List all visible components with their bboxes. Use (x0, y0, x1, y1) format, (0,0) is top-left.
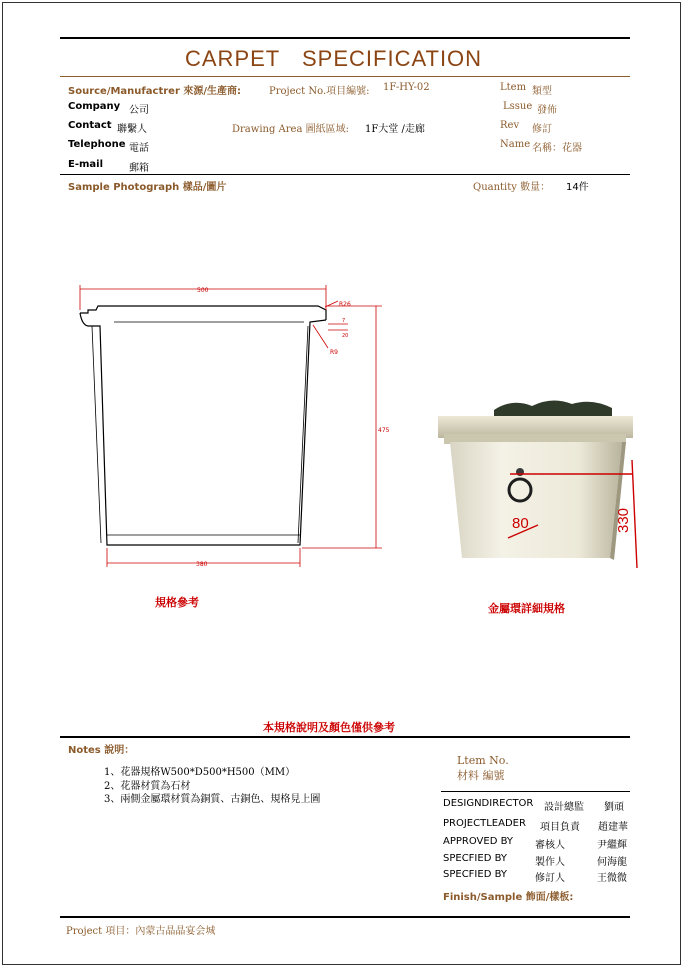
telephone-label: Telephone (68, 139, 126, 150)
sig-cn-1: 設計總監 (544, 802, 584, 813)
dim-small-b: 20 (342, 333, 349, 339)
footer-project: Project 項目：內蒙古晶晶宴会城 (66, 926, 216, 937)
plant-foliage (494, 400, 612, 418)
sig-cn-2: 項目負責 (540, 822, 580, 833)
item-label: Ltem (500, 82, 527, 93)
signature-rule (441, 791, 630, 792)
height-dim-line (632, 460, 637, 568)
photo-dim-height: 330 (615, 507, 632, 533)
pot-body (450, 442, 622, 558)
email-label: E-mail (68, 159, 104, 170)
sig-role-3: APPROVED BY (443, 836, 514, 847)
contact-label: Contact (68, 120, 112, 131)
email-cn: 郵箱 (129, 163, 149, 174)
disclaimer: 本規格說明及顏色僅供參考 (263, 721, 395, 734)
item-type: 類型 (532, 86, 552, 97)
finish-sample-label: Finish/Sample 飾面/樣板: (443, 892, 574, 903)
dim-r-top: R26 (339, 301, 351, 308)
notes-label: Notes 說明： (68, 745, 135, 756)
dim-r-mid: R9 (330, 349, 338, 356)
title-left: CARPET (185, 46, 281, 71)
body-outline (80, 313, 326, 545)
title-right: SPECIFICATION (302, 46, 483, 71)
sig-cn-3: 審核人 (535, 840, 565, 851)
dim-height: 475 (378, 427, 390, 434)
sig-name-2: 趙建華 (598, 822, 628, 833)
planter-drawing (70, 280, 390, 570)
top-rule (60, 37, 630, 39)
dim-small-a: 7 (342, 318, 346, 324)
sig-cn-4: 製作人 (535, 857, 565, 868)
header-rule (60, 174, 630, 175)
issue-label: Lssue (503, 101, 533, 112)
rim-outline (80, 306, 326, 320)
sig-name-1: 劉頑 (604, 802, 624, 813)
notes-rule (60, 736, 630, 738)
quantity-label: Quantity 數量： (473, 182, 551, 193)
drawing-area-label: Drawing Area 圖紙區域: (232, 124, 349, 135)
photo-caption: 金屬環詳細規格 (488, 602, 565, 615)
sig-cn-5: 修訂人 (535, 873, 565, 884)
sig-name-4: 何海龍 (597, 857, 627, 868)
notes-item: 3、兩側金屬環材質為銅質、古銅色、規格見上圖 (104, 794, 321, 805)
sig-name-5: 王微微 (597, 873, 627, 884)
drawing-area-value: 1F大堂 /走廊 (365, 124, 425, 135)
name-value: 名稱：花器 (532, 143, 582, 154)
company-cn: 公司 (129, 105, 149, 116)
sig-role-1: DESIGNDIRECTOR (443, 798, 534, 809)
photo-dim-ring: 80 (512, 515, 529, 532)
item-no-label: Ltem No. (457, 754, 509, 767)
notes-item: 2、花器材質為石材 (104, 780, 191, 792)
sig-name-3: 尹繼輝 (597, 840, 627, 851)
contact-cn: 聯繫人 (117, 124, 147, 135)
project-no-label: Project No.項目編號: (269, 86, 370, 97)
dim-bottom-width: 380 (196, 561, 208, 568)
quantity-value: 14件 (566, 182, 589, 193)
dim-top-width: 500 (197, 287, 209, 294)
rev-value: 修訂 (532, 124, 552, 135)
sig-role-5: SPECFIED BY (443, 869, 507, 880)
sig-role-2: PROJECTLEADER (443, 818, 526, 829)
company-label: Company (68, 101, 121, 112)
telephone-cn: 電話 (129, 143, 149, 154)
project-no-value: 1F-HY-02 (383, 82, 430, 93)
name-label: Name (500, 139, 531, 150)
notes-item: 1、花器規格W500*D500*H500（MM） (104, 767, 296, 778)
planter-photo (432, 398, 647, 573)
footer-rule (60, 916, 630, 918)
source-label: Source/Manufactrer 來源/生產商: (68, 86, 242, 97)
sig-role-4: SPECFIED BY (443, 853, 507, 864)
rev-label: Rev (500, 120, 520, 131)
title-rule (60, 76, 630, 77)
sample-photo-label: Sample Photograph 樣品/圖片 (68, 182, 227, 193)
issue-value: 發佈 (537, 105, 557, 116)
notes-list (104, 763, 320, 804)
drawing-caption: 規格參考 (155, 596, 199, 609)
item-no-cn: 材料 編號 (457, 769, 505, 782)
